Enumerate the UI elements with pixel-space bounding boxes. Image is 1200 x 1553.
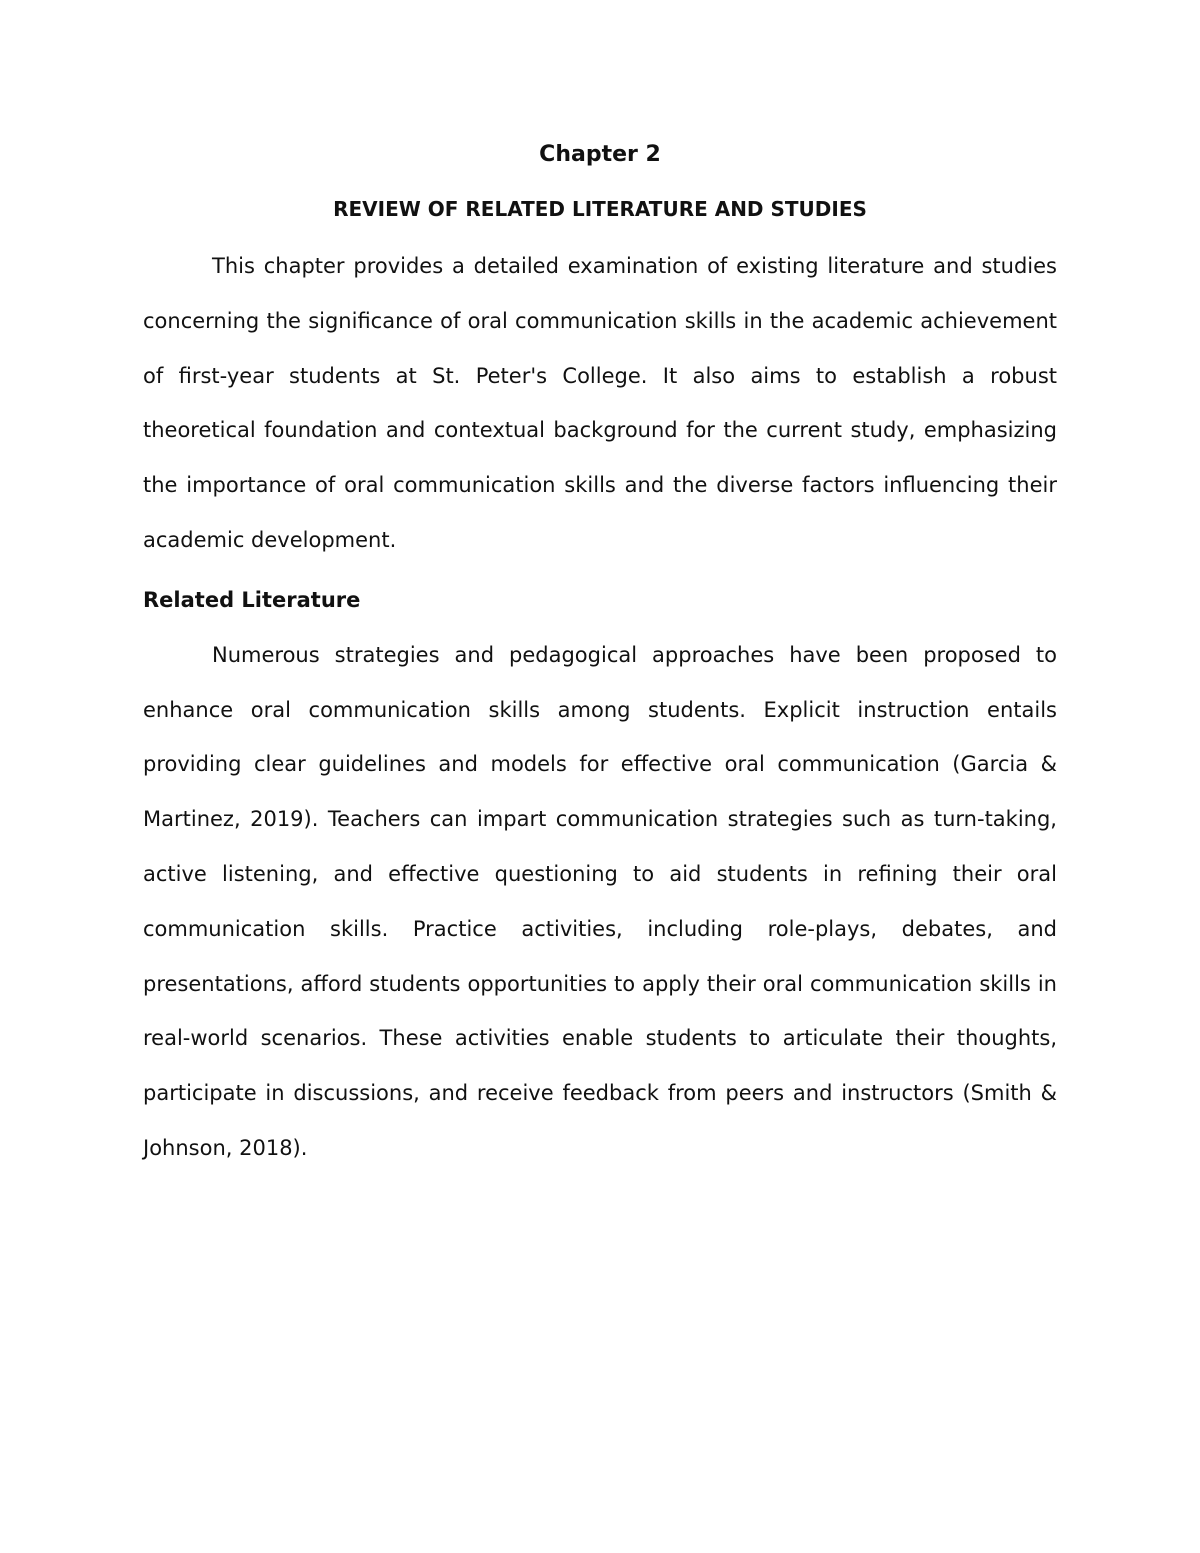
chapter-label: Chapter 2	[539, 142, 661, 167]
intro-paragraph: This chapter provides a detailed examination of existing literature and studies concerning the significance of oral communication skills in the academic achievement of first-year students at St. Peter's College. It also aims to establish a robust theoretical foundation and contextual background for the current study, emphasizing the importance of oral communication skills and the diverse factors influencing their academic development.	[143, 254, 1057, 552]
related-literature-paragraph: Numerous strategies and pedagogical approaches have been proposed to enhance oral communication skills among students. Explicit instruction entails providing clear guidelines and models for effective oral communication (Garcia & Martinez, 2019). Teachers can impart communication strategies such as turn-taking, active listening, and effective questioning to aid students in refining their oral communication skills. Practice activities, including role-plays, debates, and presentations, afford students opportunities to apply their oral communication skills in real-world scenarios. These activities enable students to articulate their thoughts, participate in discussions, and receive feedback from peers and instructors (Smith & Johnson, 2018).	[143, 642, 1057, 1160]
chapter-title: REVIEW OF RELATED LITERATURE AND STUDIES	[333, 197, 867, 221]
section-heading-related-literature: Related Literature	[143, 587, 361, 612]
document-content	[143, 127, 1057, 1176]
